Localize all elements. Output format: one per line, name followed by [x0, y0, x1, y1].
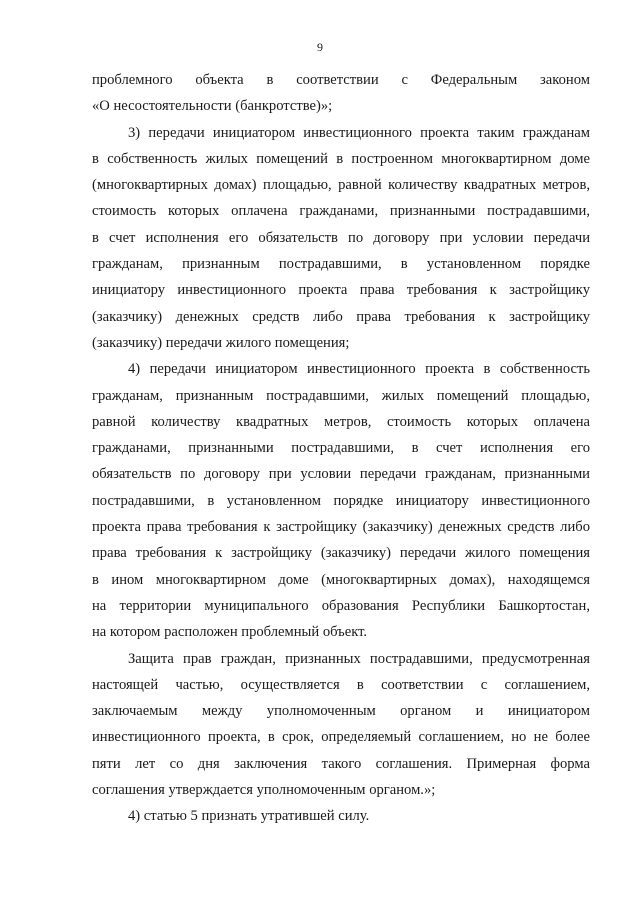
paragraph-continuation — [92, 67, 590, 120]
text-line: заключаемым между уполномоченным органом и инициатором — [92, 703, 590, 720]
text-line: права требования к застройщику (заказчику) передачи жилого помещения — [92, 545, 590, 562]
paragraph-item-4 — [92, 356, 590, 645]
text-line: (заказчику) денежных средств либо права требования к застройщику — [92, 308, 590, 325]
text-line: на территории муниципального образования Республики Башкортостан, — [92, 597, 590, 614]
text-line: в собственность жилых помещений в построенном многоквартирном доме — [92, 150, 590, 167]
text-line: в ином многоквартирном доме (многоквартирных домах), находящемся — [92, 571, 590, 588]
text-line: 4) статью 5 признать утратившей силу. — [128, 808, 370, 825]
text-line: инвестиционного проекта, в срок, определяемый соглашением, но не более — [92, 729, 590, 746]
text-line: пострадавшими, в установленном порядке инициатору инвестиционного — [92, 492, 590, 509]
text-line: 3) передачи инициатором инвестиционного проекта таким гражданам — [128, 124, 590, 141]
text-line: стоимость которых оплачена гражданами, признанными пострадавшими, — [92, 203, 590, 220]
text-line: соглашения утверждается уполномоченным органом.»; — [92, 782, 436, 799]
text-line: гражданами, признанными пострадавшими, в счет исполнения его — [92, 440, 590, 457]
document-body — [92, 67, 590, 830]
text-line: обязательств по договору при условии передачи гражданам, признанными — [92, 466, 590, 483]
page-number: 9 — [317, 40, 323, 54]
text-line: гражданам, признанным пострадавшими, в установленном порядке — [92, 256, 590, 273]
text-line: 4) передачи инициатором инвестиционного проекта в собственность — [128, 361, 590, 378]
text-line: (многоквартирных домах) площадью, равной количеству квадратных метров, — [92, 177, 590, 194]
text-line: на котором расположен проблемный объект. — [92, 624, 368, 641]
text-line: «О несостоятельности (банкротстве)»; — [92, 98, 333, 115]
paragraph-protection — [92, 646, 590, 804]
text-line: пяти лет со дня заключения такого соглашения. Примерная форма — [92, 755, 590, 772]
text-line: в счет исполнения его обязательств по договору при условии передачи — [92, 229, 590, 246]
text-line: (заказчику) передачи жилого помещения; — [92, 334, 350, 351]
text-line: проекта права требования к застройщику (заказчику) денежных средств либо — [92, 519, 590, 536]
text-line: гражданам, признанным пострадавшими, жилых помещений площадью, — [92, 387, 590, 404]
text-line: Защита прав граждан, признанных пострадавшими, предусмотренная — [128, 650, 590, 667]
text-line: инициатору инвестиционного проекта права требования к застройщику — [92, 282, 590, 299]
paragraph-item-3 — [92, 120, 590, 357]
text-line: настоящей частью, осуществляется в соответствии с соглашением, — [92, 676, 590, 693]
text-line: равной количеству квадратных метров, стоимость которых оплачена — [92, 413, 590, 430]
text-line: проблемного объекта в соответствии с Федеральным законом — [92, 72, 590, 88]
paragraph-item-4-repeal — [92, 803, 590, 829]
